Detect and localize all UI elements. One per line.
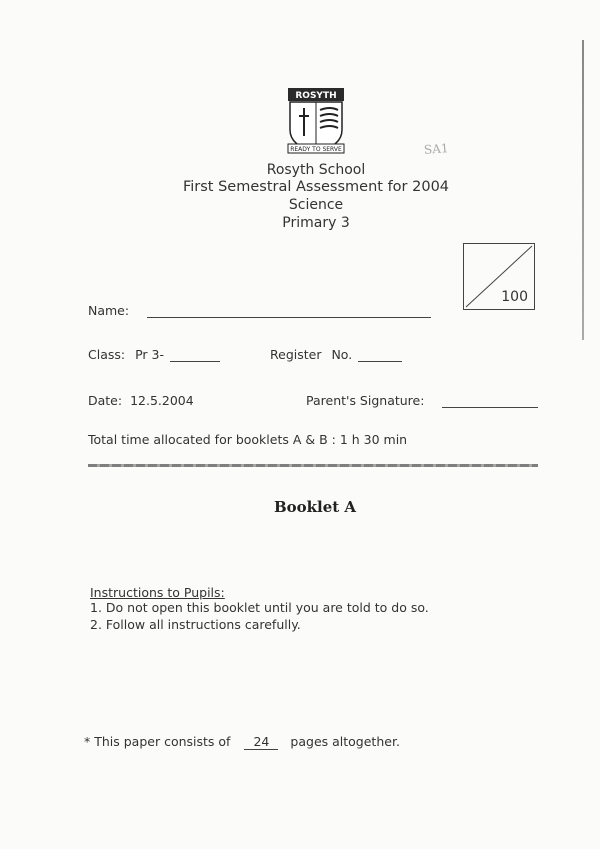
name-row xyxy=(88,303,431,318)
instructions-title: Instructions to Pupils: xyxy=(90,585,225,600)
score-total: 100 xyxy=(501,289,528,305)
sa1-stamp: SA1 xyxy=(423,141,449,157)
register-no-label: No. xyxy=(331,347,353,362)
level: Primary 3 xyxy=(282,215,350,231)
divider-rule xyxy=(88,464,538,467)
pages-note xyxy=(84,734,400,750)
pages-prefix: * This paper consists of xyxy=(84,734,231,749)
register-row xyxy=(270,347,402,362)
class-value: Pr 3- xyxy=(135,347,164,362)
pages-suffix: pages altogether. xyxy=(290,734,400,749)
time-allocated: Total time allocated for booklets A & B : 1 h 30 min xyxy=(88,432,408,447)
page-count: 24 xyxy=(244,734,278,750)
parent-signature-row xyxy=(306,393,538,408)
school-crest-logo xyxy=(284,86,348,158)
class-label: Class: xyxy=(88,347,126,362)
name-field[interactable] xyxy=(147,305,431,318)
crest-motto: READY TO SERVE xyxy=(290,146,342,153)
score-box xyxy=(463,243,535,310)
register-field[interactable] xyxy=(358,349,402,362)
name-label: Name: xyxy=(88,303,130,318)
register-label: Register xyxy=(270,347,322,362)
parent-signature-label: Parent's Signature: xyxy=(306,393,425,408)
instruction-item: 2. Follow all instructions carefully. xyxy=(90,617,301,632)
class-field[interactable] xyxy=(170,349,220,362)
date-label: Date: xyxy=(88,393,123,408)
crest-top-text: ROSYTH xyxy=(295,91,337,101)
date-row xyxy=(88,393,194,408)
assessment-title: First Semestral Assessment for 2004 xyxy=(182,179,450,195)
school-name: Rosyth School xyxy=(266,162,366,178)
instruction-item: 1. Do not open this booklet until you are told to do so. xyxy=(90,600,429,615)
class-row xyxy=(88,347,220,362)
date-value: 12.5.2004 xyxy=(130,393,194,408)
booklet-title: Booklet A xyxy=(273,498,357,516)
parent-signature-field[interactable] xyxy=(442,395,538,408)
subject: Science xyxy=(288,197,344,213)
